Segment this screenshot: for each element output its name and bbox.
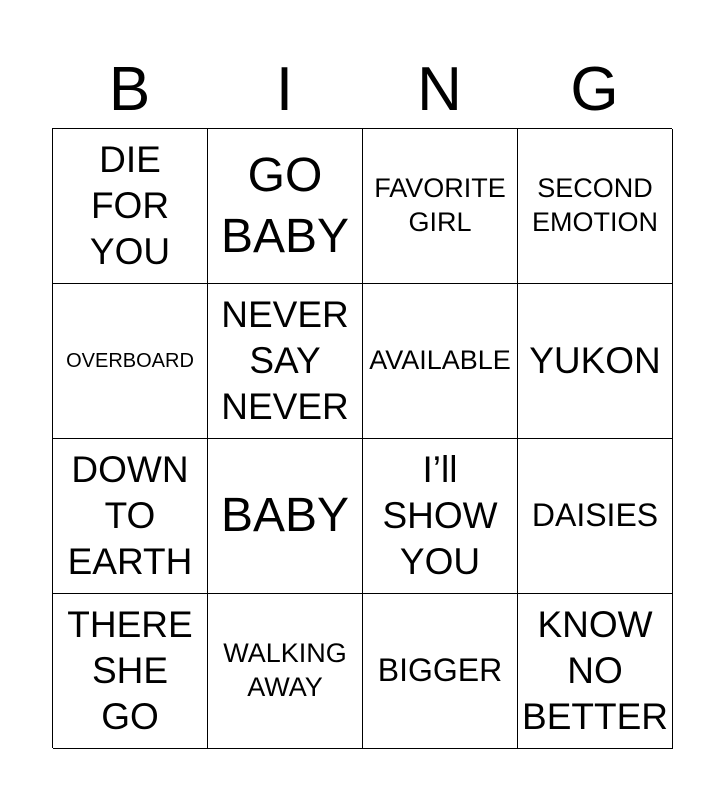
bingo-cell[interactable] xyxy=(53,284,208,439)
cell-label: KNOW NO BETTER xyxy=(522,604,668,737)
cell-label: BABY xyxy=(220,489,350,543)
bingo-cell[interactable] xyxy=(53,129,208,284)
cell-label: DAISIES xyxy=(531,497,659,534)
cell-label: FAVORITE GIRL xyxy=(374,173,506,237)
header-letter-g: G xyxy=(570,55,619,124)
bingo-cell[interactable] xyxy=(518,439,673,594)
cell-label: BIGGER xyxy=(377,652,503,689)
bingo-cell[interactable] xyxy=(208,439,363,594)
bingo-cell[interactable] xyxy=(363,439,518,594)
cell-label: SECOND EMOTION xyxy=(532,173,658,237)
bingo-cell[interactable] xyxy=(53,594,208,749)
header-letter-b: B xyxy=(108,55,151,124)
cell-label: GO BABY xyxy=(220,148,350,263)
bingo-cell[interactable] xyxy=(518,594,673,749)
cell-label: WALKING AWAY xyxy=(223,638,347,702)
bingo-cell[interactable] xyxy=(208,594,363,749)
bingo-cell[interactable] xyxy=(363,284,518,439)
cell-label: DIE FOR YOU xyxy=(89,139,171,272)
cell-label: I’ll SHOW YOU xyxy=(382,449,498,582)
cell-label: NEVER SAY NEVER xyxy=(221,294,349,427)
bingo-cell[interactable] xyxy=(363,129,518,284)
cell-label: THERE SHE GO xyxy=(67,604,193,737)
cell-label: OVERBOARD xyxy=(66,350,194,372)
bingo-cell[interactable] xyxy=(518,284,673,439)
bingo-cell[interactable] xyxy=(208,284,363,439)
bingo-cell[interactable] xyxy=(518,129,673,284)
header-letter-i: I xyxy=(275,55,294,124)
bingo-board xyxy=(52,128,672,748)
cell-label: AVAILABLE xyxy=(369,345,511,376)
bingo-cell[interactable] xyxy=(363,594,518,749)
bingo-cell[interactable] xyxy=(208,129,363,284)
cell-label: YUKON xyxy=(529,340,661,382)
header-letter-n: N xyxy=(417,55,462,124)
bingo-header xyxy=(52,52,672,128)
cell-label: DOWN TO EARTH xyxy=(67,449,193,582)
bingo-cell[interactable] xyxy=(53,439,208,594)
